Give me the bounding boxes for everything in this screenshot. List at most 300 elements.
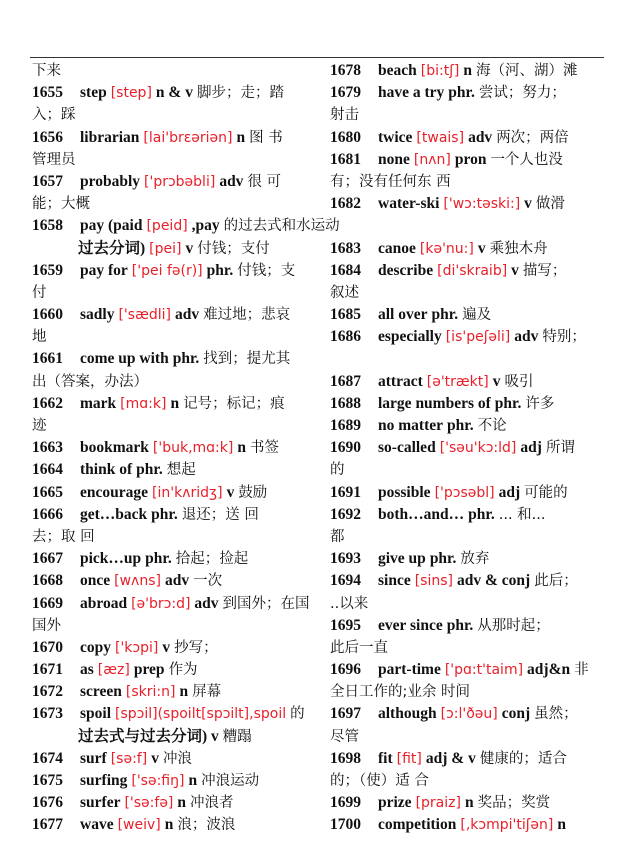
chinese-meaning: 冲浪	[162, 750, 192, 767]
phonetic: [æz]	[97, 662, 130, 679]
phonetic: [di'skraib]	[437, 262, 508, 279]
part-of-speech: adv & conj	[457, 572, 531, 590]
phonetic: [weiv]	[117, 817, 161, 834]
entry-number: 1688	[330, 394, 361, 412]
phonetic: ['buk,mɑ:k]	[152, 440, 234, 457]
vocab-entry	[330, 149, 622, 171]
chinese-meaning: 出（答案，办法）	[32, 373, 148, 390]
continuation-line	[32, 615, 324, 637]
entry-number: 1673	[32, 705, 63, 723]
entry-number: 1664	[32, 461, 63, 479]
continuation-line	[330, 637, 622, 659]
entry-number: 1699	[330, 794, 361, 812]
part-of-speech: v	[511, 261, 519, 279]
chinese-meaning: 迹	[32, 418, 47, 434]
part-of-speech: phr.	[206, 261, 234, 279]
continuation-line	[32, 526, 324, 548]
part-of-speech: adj & v	[425, 749, 476, 767]
phonetic: [,kɔmpi'tiʃən]	[460, 817, 554, 834]
headword: 过去分词)	[78, 239, 146, 257]
vocab-entry	[330, 570, 622, 592]
vocab-entry	[330, 792, 622, 814]
vocab-entry	[32, 814, 324, 836]
phonetic: [twais]	[416, 129, 465, 146]
chinese-meaning: 付钱；支	[237, 262, 296, 279]
headword: bookmark	[80, 439, 149, 457]
part-of-speech: adv	[164, 572, 190, 590]
headword: once	[80, 572, 111, 590]
chinese-meaning: 去；取 回	[32, 528, 95, 545]
vocab-entry	[330, 703, 622, 725]
headword: surf	[80, 749, 107, 767]
part-of-speech: v	[151, 749, 159, 767]
entry-number: 1686	[330, 328, 361, 346]
chinese-meaning: 的	[290, 706, 305, 723]
vocab-entry	[32, 504, 324, 526]
part-of-speech: phr.	[136, 461, 163, 479]
headword: pay (paid	[80, 217, 143, 235]
headword: prize	[378, 794, 412, 812]
headword: although	[378, 705, 437, 723]
part-of-speech: n	[237, 439, 246, 457]
chinese-meaning: 入；踩	[32, 107, 76, 124]
entry-number: 1656	[32, 128, 63, 146]
entry-number: 1698	[330, 749, 361, 767]
phonetic: [pei]	[149, 240, 182, 257]
vocab-entry	[32, 681, 324, 703]
vocab-entry	[32, 548, 324, 570]
continuation-line	[330, 104, 622, 126]
part-of-speech: v	[162, 638, 171, 656]
continuation-line	[32, 60, 324, 82]
continuation-line	[32, 326, 324, 348]
headword: competition	[378, 816, 457, 834]
chinese-meaning: 付钱；支付	[197, 240, 270, 257]
headword: fit	[378, 749, 393, 767]
part-of-speech: phr.	[447, 417, 474, 434]
phonetic: [peid]	[146, 218, 188, 235]
entry-number: 1657	[32, 172, 63, 190]
headword: part-time	[378, 661, 441, 679]
chinese-meaning: 能；大概	[32, 196, 90, 213]
vocab-entry	[32, 82, 324, 104]
vocab-entry	[32, 260, 324, 282]
headword: since	[378, 572, 411, 590]
vocab-entry	[32, 570, 324, 592]
headword: spoil	[80, 705, 112, 723]
chinese-meaning: 不论	[477, 418, 507, 434]
continuation-line	[32, 371, 324, 393]
chinese-meaning: 鼓励	[238, 484, 268, 501]
headword: copy	[80, 638, 111, 656]
headword: twice	[378, 128, 413, 146]
headword: come up with	[80, 350, 169, 368]
headword: so-called	[378, 439, 436, 457]
vocab-entry	[330, 238, 622, 260]
headword: step	[80, 84, 107, 102]
chinese-meaning: 糟蹋	[222, 728, 252, 745]
chinese-meaning: 图 书	[249, 129, 283, 146]
part-of-speech: n	[188, 772, 198, 789]
phonetic: [ɔ:l'ðəu]	[440, 706, 498, 723]
right-column	[330, 60, 622, 837]
part-of-speech: conj	[501, 705, 531, 723]
part-of-speech: n	[464, 794, 474, 812]
part-of-speech: n & v	[155, 84, 193, 102]
continuation-line	[330, 593, 622, 615]
entry-number: 1660	[32, 306, 63, 324]
entry-number: 1662	[32, 394, 63, 412]
entry-number: 1678	[330, 62, 361, 79]
phonetic: ['pei fə(r)]	[131, 262, 203, 279]
chinese-meaning: 一个人也没	[490, 151, 563, 168]
phonetic: ['pɔsəbl]	[434, 484, 495, 501]
entry-number: 1696	[330, 661, 361, 679]
continuation-line	[32, 238, 324, 260]
vocab-entry	[32, 703, 324, 725]
vocab-entry	[32, 792, 324, 814]
entry-number: 1680	[330, 128, 361, 146]
continuation-line	[330, 526, 622, 548]
chinese-meaning: 放弃	[460, 551, 490, 568]
chinese-meaning: 冲浪运动	[201, 773, 260, 789]
phonetic: ['sædli]	[118, 307, 171, 324]
continuation-line	[32, 282, 324, 304]
continuation-line	[330, 726, 622, 748]
part-of-speech: ,pay	[191, 217, 220, 235]
part-of-speech: adv	[468, 128, 493, 146]
headword: screen	[80, 683, 122, 701]
entry-number: 1674	[32, 749, 63, 767]
phonetic: [in'kʌridʒ]	[152, 484, 223, 501]
vocab-entry	[330, 260, 622, 282]
part-of-speech: adv	[219, 172, 244, 190]
part-of-speech: phr.	[468, 505, 495, 523]
vocab-entry	[32, 215, 340, 237]
headword: attract	[378, 372, 423, 390]
entry-number: 1695	[330, 616, 361, 634]
part-of-speech: adj	[498, 483, 521, 501]
chinese-meaning: 抄写；	[174, 639, 218, 656]
part-of-speech: n	[236, 128, 246, 146]
part-of-speech: phr.	[494, 394, 522, 412]
phonetic: ['prɔbəbli]	[144, 173, 216, 190]
chinese-meaning: 记号；标记；痕	[183, 395, 285, 412]
chinese-meaning: 非	[574, 662, 589, 679]
part-of-speech: phr.	[446, 616, 474, 634]
chinese-meaning: 屏幕	[192, 684, 222, 701]
chinese-meaning: 虽然；	[534, 706, 578, 723]
part-of-speech: phr.	[448, 84, 475, 102]
part-of-speech: v	[477, 239, 486, 257]
chinese-meaning: ... 和...	[498, 506, 546, 523]
chinese-meaning: 浪；波浪	[177, 817, 236, 834]
part-of-speech: adv	[514, 328, 539, 346]
vocab-entry	[32, 171, 324, 193]
headword: abroad	[80, 594, 128, 612]
chinese-meaning: 此后；	[534, 573, 578, 590]
vocab-entry	[330, 437, 622, 459]
entry-number: 1687	[330, 372, 361, 390]
vocab-entry	[330, 748, 622, 770]
chinese-meaning: 脚步；走；踏	[196, 85, 284, 102]
part-of-speech: v	[185, 239, 194, 257]
part-of-speech: adv	[194, 594, 219, 612]
chinese-meaning: 吸引	[504, 373, 534, 390]
chinese-meaning: 此后一直	[330, 639, 388, 656]
headword: encourage	[80, 483, 149, 501]
chinese-meaning: 特别；	[542, 329, 586, 346]
part-of-speech: n	[179, 683, 189, 701]
phonetic: [skri:n]	[125, 684, 176, 701]
entry-number: 1669	[32, 594, 63, 612]
continuation-line	[32, 193, 324, 215]
vocab-entry	[330, 482, 622, 504]
vocab-entry	[32, 659, 324, 681]
vocab-entry	[330, 504, 622, 526]
chinese-meaning: 都	[330, 528, 345, 545]
headword: 过去式与过去分词) v	[78, 727, 219, 745]
phonetic: [bi:tʃ]	[420, 63, 460, 79]
chinese-meaning: 冲浪者	[190, 795, 234, 812]
headword: sadly	[80, 306, 115, 324]
entry-number: 1685	[330, 306, 361, 324]
part-of-speech: phr.	[431, 306, 459, 324]
chinese-meaning: 国外	[32, 617, 61, 634]
entry-number: 1665	[32, 483, 63, 501]
entry-number: 1690	[330, 439, 361, 457]
chinese-meaning: 尽管	[330, 728, 359, 745]
part-of-speech: pron	[454, 150, 487, 168]
part-of-speech: phr.	[151, 505, 178, 523]
entry-number: 1691	[330, 483, 361, 501]
phonetic: [wʌns]	[114, 573, 161, 590]
chinese-meaning: 奖品；奖赏	[477, 795, 551, 812]
headword: ever since	[378, 616, 443, 634]
entry-number: 1684	[330, 261, 361, 279]
vocab-entry	[330, 659, 622, 681]
phonetic: [nʌn]	[413, 151, 451, 168]
entry-number: 1676	[32, 794, 63, 812]
entry-number: 1659	[32, 261, 63, 279]
phonetic: [ə'brɔ:d]	[131, 595, 191, 612]
chinese-meaning: 描写；	[522, 262, 567, 279]
vocab-entry	[330, 304, 622, 326]
headword: surfer	[80, 794, 121, 812]
headword: have a try	[378, 84, 445, 102]
vocab-entry	[330, 415, 622, 437]
part-of-speech: phr.	[145, 550, 172, 568]
headword: beach	[378, 62, 417, 79]
headword: all over	[378, 306, 428, 324]
chinese-meaning: 付	[32, 284, 47, 301]
entry-number: 1693	[330, 550, 361, 568]
chinese-meaning: 作为	[168, 662, 198, 679]
chinese-meaning: 拾起；捡起	[175, 551, 249, 568]
phonetic: ['pɑ:t'taim]	[444, 662, 524, 679]
entry-number: 1666	[32, 505, 63, 523]
vocab-entry	[32, 459, 324, 481]
phonetic: [sins]	[414, 573, 453, 590]
headword: large numbers of	[378, 394, 491, 412]
part-of-speech: prep	[133, 661, 165, 679]
chinese-meaning: 到国外；在国	[222, 595, 310, 612]
chinese-meaning: 全日工作的;业余 时间	[330, 684, 470, 701]
headword: pay for	[80, 261, 128, 279]
entry-number: 1681	[330, 150, 361, 168]
entry-number: 1658	[32, 217, 63, 235]
headword: get…back	[80, 505, 148, 523]
vocab-entry	[32, 437, 324, 459]
entry-number: 1679	[330, 84, 361, 102]
chinese-meaning: 许多	[525, 395, 555, 412]
chinese-meaning: 做滑	[535, 196, 565, 213]
vocab-entry	[32, 127, 324, 149]
part-of-speech: phr.	[429, 550, 457, 568]
phonetic: [ə'trækt]	[426, 373, 489, 390]
entry-number: 1689	[330, 417, 361, 434]
part-of-speech: adv	[174, 306, 200, 324]
headword: none	[378, 150, 410, 168]
headword: no matter	[378, 417, 443, 434]
continuation-line	[32, 726, 324, 748]
continuation-line	[32, 415, 324, 437]
phonetic: ['kɔpi]	[115, 639, 159, 656]
part-of-speech: v	[226, 483, 235, 501]
chinese-meaning: 想起	[166, 462, 196, 479]
entry-number: 1682	[330, 195, 361, 213]
entry-number: 1672	[32, 683, 63, 701]
phonetic: [mɑ:k]	[120, 395, 167, 412]
entry-number: 1692	[330, 505, 361, 523]
chinese-meaning: 地	[32, 329, 47, 346]
chinese-meaning: 书签	[249, 440, 279, 457]
chinese-meaning: 很 可	[247, 173, 282, 190]
entry-number: 1670	[32, 638, 63, 656]
headword: water-ski	[378, 195, 440, 213]
entry-number: 1697	[330, 705, 361, 723]
entry-number: 1700	[330, 816, 361, 834]
continuation-line	[32, 149, 324, 171]
top-rule	[30, 57, 604, 58]
entry-number: 1661	[32, 350, 63, 368]
vocab-entry	[32, 637, 324, 659]
headword: canoe	[378, 239, 416, 257]
entry-number: 1667	[32, 550, 63, 568]
chinese-meaning: 一次	[193, 573, 223, 590]
vocab-entry	[330, 371, 622, 393]
headword: pick…up	[80, 550, 142, 568]
vocab-entry	[32, 348, 324, 370]
vocab-entry	[330, 548, 622, 570]
entry-number: 1655	[32, 84, 63, 102]
left-column	[32, 60, 340, 837]
vocab-entry	[330, 393, 622, 415]
vocab-entry	[32, 393, 324, 415]
phonetic: [fit]	[396, 750, 422, 767]
continuation-line	[32, 104, 324, 126]
headword: probably	[80, 172, 141, 190]
phonetic: ['sə:fiŋ]	[131, 773, 185, 789]
vocab-entry	[330, 193, 622, 215]
phonetic: [spɔil](spoilt[spɔilt],spoil	[115, 706, 287, 723]
continuation-line	[330, 459, 622, 481]
part-of-speech: v	[492, 372, 501, 390]
vocab-entry	[330, 615, 622, 637]
continuation-line	[330, 348, 622, 370]
phonetic: [is'peʃəli]	[445, 329, 511, 346]
vocab-entry	[330, 814, 622, 836]
headword: librarian	[80, 128, 140, 146]
phonetic: [lai'brɛəriən]	[143, 129, 233, 146]
headword: wave	[80, 816, 114, 834]
entry-number: 1675	[32, 772, 63, 789]
vocab-entry	[32, 770, 324, 792]
part-of-speech: n	[557, 816, 566, 834]
entry-number: 1694	[330, 572, 361, 590]
headword: both…and…	[378, 505, 465, 523]
part-of-speech: n	[170, 394, 180, 412]
part-of-speech: adj&n	[527, 661, 571, 679]
vocab-entry	[330, 326, 622, 348]
chinese-meaning: 射击	[330, 107, 359, 124]
headword: mark	[80, 394, 117, 412]
entry-number: 1677	[32, 816, 63, 834]
vocab-entry	[32, 482, 324, 504]
phonetic: ['wɔ:təski:]	[443, 196, 521, 213]
continuation-line	[330, 681, 622, 703]
chinese-meaning: 的过去式和水运动	[223, 218, 340, 235]
chinese-meaning: 海（河、湖）滩	[475, 63, 578, 79]
continuation-line	[330, 282, 622, 304]
part-of-speech: adj	[520, 439, 542, 457]
part-of-speech: n	[463, 62, 472, 79]
chinese-meaning: 有；没有任何东 西	[330, 173, 451, 190]
vocab-entry	[32, 748, 324, 770]
chinese-meaning: 健康的；适合	[479, 750, 567, 767]
chinese-meaning: 的；（使）适 合	[330, 773, 429, 789]
part-of-speech: n	[164, 816, 174, 834]
chinese-meaning: 难过地；悲哀	[203, 307, 291, 324]
entry-number: 1668	[32, 572, 63, 590]
headword: describe	[378, 261, 434, 279]
chinese-meaning: 尝试；努力；	[478, 85, 566, 102]
headword: think of	[80, 461, 133, 479]
chinese-meaning: 管理员	[32, 151, 76, 168]
part-of-speech: v	[524, 195, 532, 213]
phonetic: ['sə:fə]	[124, 795, 174, 812]
chinese-meaning: 遍及	[462, 307, 492, 324]
entry-number: 1671	[32, 661, 63, 679]
continuation-line	[330, 770, 622, 792]
chinese-meaning: 叙述	[330, 284, 359, 301]
headword: surfing	[80, 772, 128, 789]
entry-number: 1683	[330, 239, 361, 257]
continuation-line	[330, 215, 622, 237]
chinese-meaning: 下来	[32, 63, 61, 79]
chinese-meaning: 两次；两倍	[496, 129, 569, 146]
phonetic: ['səu'kɔ:ld]	[439, 440, 517, 457]
phonetic: [praiz]	[415, 795, 461, 812]
vocab-entry	[32, 304, 324, 326]
chinese-meaning: 的	[330, 462, 345, 479]
part-of-speech: phr.	[172, 350, 200, 368]
headword: give up	[378, 550, 426, 568]
vocab-entry	[330, 127, 622, 149]
headword: possible	[378, 483, 431, 501]
chinese-meaning: 可能的	[524, 484, 568, 501]
part-of-speech: n	[177, 794, 187, 812]
